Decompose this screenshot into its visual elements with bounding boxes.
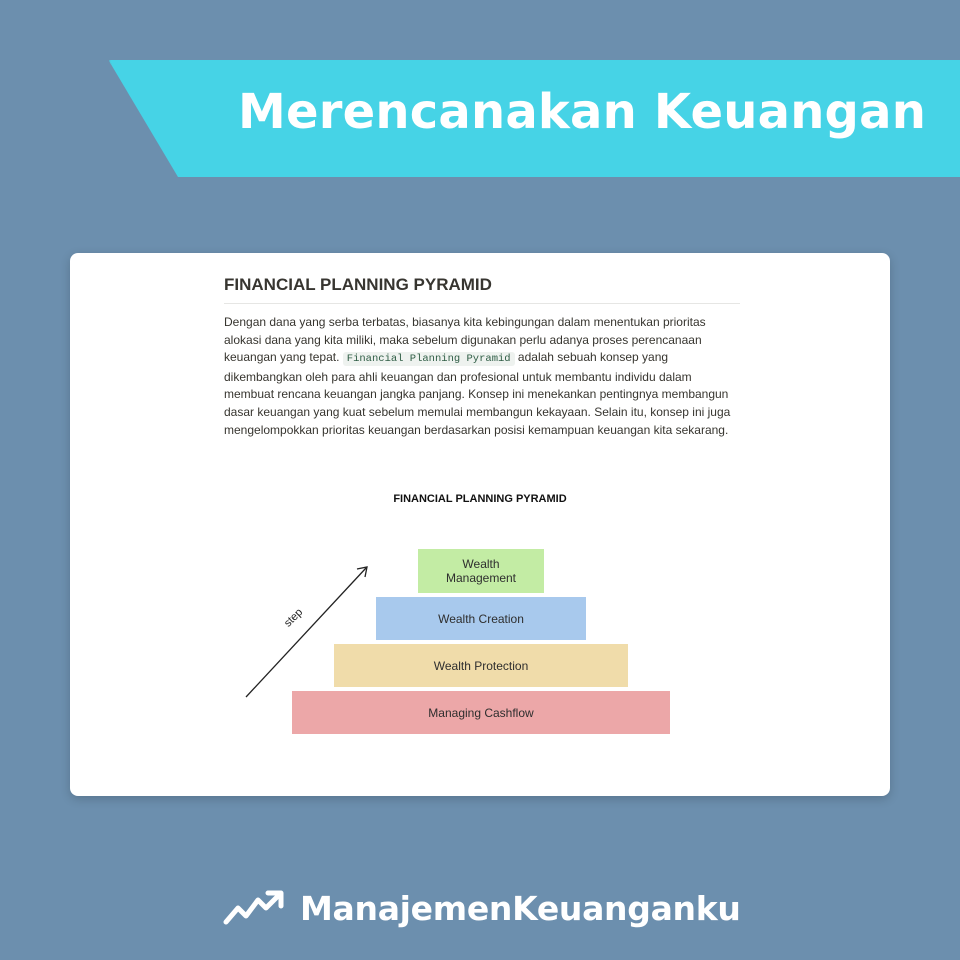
tier-label: Managing Cashflow — [428, 705, 534, 720]
paragraph-text-before: Dengan dana yang serba terbatas, biasanya kita kebingungan dalam menentukan prioritas alokasi dana yang kita miliki, maka sebelum digunakan perlu adanya proses perencanaan keuangan yang tepat. — [224, 315, 706, 365]
pyramid-title: FINANCIAL PLANNING PYRAMID — [393, 493, 567, 505]
pyramid-tier-managing-cashflow — [292, 691, 670, 734]
brand-name: ManajemenKeuanganku — [300, 888, 741, 928]
document-card — [70, 253, 890, 796]
tier-label: Wealth Creation — [438, 611, 524, 626]
pyramid-tier-wealth-management — [418, 549, 544, 593]
title-banner — [0, 0, 960, 200]
banner-title: Merencanakan Keuangan — [238, 84, 927, 140]
paragraph-text-after: adalah sebuah konsep yang dikembangkan oleh para ahli keuangan dan profesional untuk membantu individu dalam membuat rencana keuangan jangka panjang. Konsep ini menekankan pentingnya membangun dasar keuangan yang kuat sebelum memulai membangun kekayaan. Selain itu, konsep ini juga mengelompokkan prioritas keuangan berdasarkan posisi kemampuan keuangan kita sekarang. — [224, 350, 731, 437]
document-paragraph — [224, 314, 744, 439]
tier-label: Wealth Management — [445, 557, 517, 585]
inline-code: Financial Planning Pyramid — [343, 352, 515, 366]
footer-brand-bar — [222, 884, 741, 932]
tier-label: Wealth Protection — [433, 658, 529, 673]
pyramid-tier-wealth-protection — [334, 644, 628, 687]
trend-up-icon — [222, 888, 286, 928]
pyramid-tier-wealth-creation — [376, 597, 586, 640]
step-label: step — [282, 606, 306, 630]
document-title: FINANCIAL PLANNING PYRAMID — [224, 275, 740, 304]
